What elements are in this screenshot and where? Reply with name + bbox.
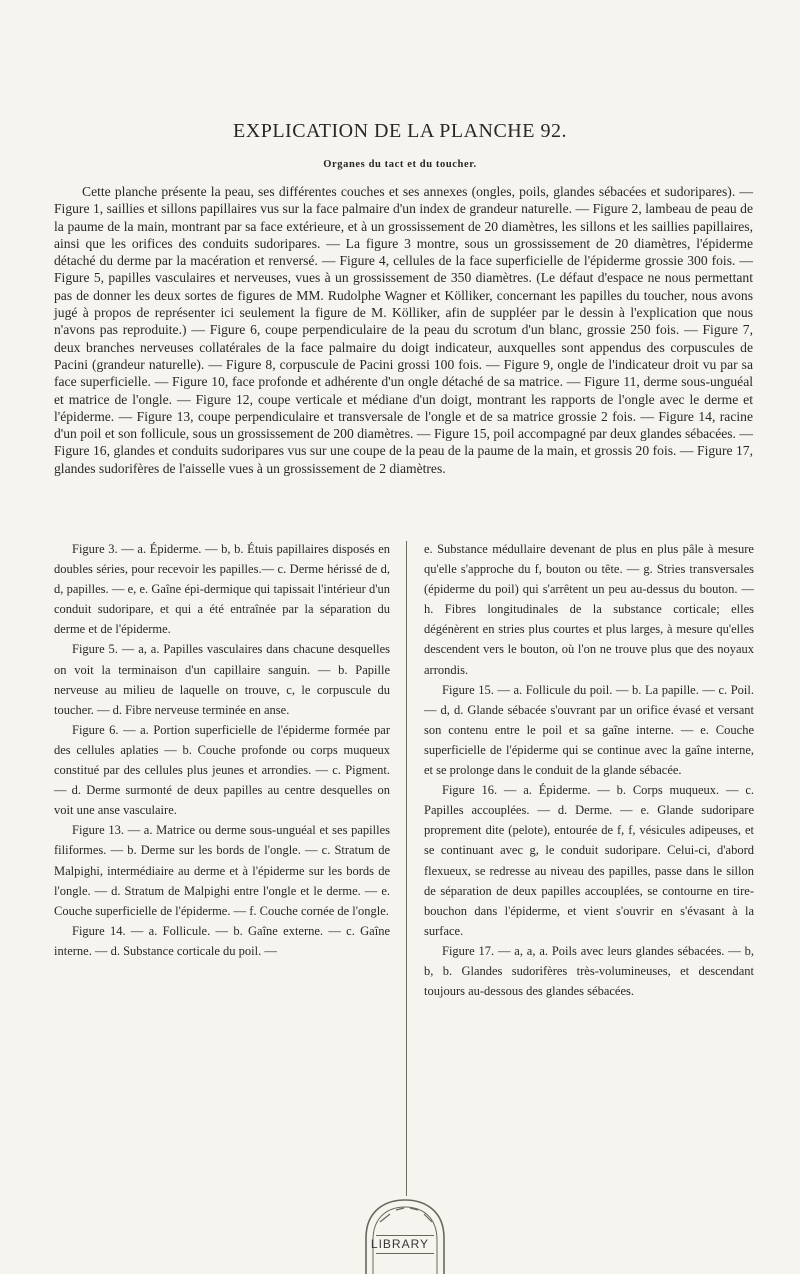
column-divider <box>406 541 407 1196</box>
left-column <box>54 539 390 961</box>
library-stamp-icon <box>346 1196 464 1274</box>
stamp-label: LIBRARY <box>370 1237 430 1251</box>
figure-14-legend: Figure 14. — a. Follicule. — b. Gaîne externe. — c. Gaîne interne. — d. Substance corticale du poil. — <box>54 923 390 958</box>
figure-14-legend-continued: e. Substance médullaire devenant de plus en plus pâle à mesure qu'elle s'approche du f, bouton ou tête. — g. Stries transversales (épiderme du poil) qui s'arrêtent un peu au-dessus du bouton. — h. Fibres longitudinales de la substance corticale; elles dégénèrent en stries plus courtes et plus larges, à mesure qu'elles descendent vers le bouton, où l'on ne trouve plus que des noyaux arrondis. <box>424 542 754 677</box>
figure-16-legend: Figure 16. — a. Épiderme. — b. Corps muqueux. — c. Papilles accouplées. — d. Derme. — e. Glande sudoripare proprement dite (pelote), entourée de f, f, vésicules adipeuses, et se continuant avec g, le conduit sudoripare. Celui-ci, d'abord flexueux, se redresse au niveau des papilles, passe dans le sillon de séparation de deux papilles accouplées, se contourne en tire-bouchon dans l'épiderme, et vient s'ouvrir en s'évasant à la surface. <box>424 783 754 938</box>
figure-6-legend: Figure 6. — a. Portion superficielle de l'épiderme formée par des cellules aplaties — b. Couche profonde ou corps muqueux constitué par des cellules plus jeunes et arrondies. — c. Pigment. — d. Derme surmonté de deux papilles au centre desquelles on voit une anse vasculaire. <box>54 722 390 818</box>
page-title: EXPLICATION DE LA PLANCHE 92. <box>233 120 567 142</box>
figure-13-legend: Figure 13. — a. Matrice ou derme sous-unguéal et ses papilles filiformes. — b. Derme sur les bords de l'ongle. — c. Stratum de Malpighi, intermédiaire au derme et à l'épiderme sur les bords de l'ongle. — d. Stratum de Malpighi entre l'ongle et le derme. — e. Couche superficielle de l'épiderme. — f. Couche cornée de l'ongle. <box>54 823 390 918</box>
figure-3-legend: Figure 3. — a. Épiderme. — b, b. Étuis papillaires disposés en doubles séries, pour recevoir les papilles.— c. Derme hérissé de d, d, papilles. — e, e. Gaîne épi-dermique qui tapissait l'intérieur d'un conduit sudoripare, et qui a été entraînée par la séparation du derme et de l'épiderme. <box>54 542 390 637</box>
figure-17-legend: Figure 17. — a, a, a. Poils avec leurs glandes sébacées. — b, b, b. Glandes sudorifères très-volumineuses, et descendant toujours au-dessous des glandes sébacées. <box>424 943 754 999</box>
intro-paragraph: Cette planche présente la peau, ses différentes couches et ses annexes (ongles, poils, glandes sébacées et sudoripares). — Figure 1, saillies et sillons papillaires vus sur la face palmaire d'un index de grandeur naturelle. — Figure 2, lambeau de peau de la paume de la main, montrant par sa face extérieure, et à un grossissement de 20 diamètres, les sillons et les saillies papillaires, ainsi que les orifices des conduits sudoripares. — La figure 3 montre, sous un grossissement de 20 diamètres, l'épiderme détaché du derme par la macération et renversé. — Figure 4, cellules de la face superficielle de l'épiderme grossie 300 fois. — Figure 5, papilles vasculaires et nerveuses, vues à un grossissement de 350 diamètres. (Le défaut d'espace ne nous permettant pas de donner les deux sortes de figures de MM. Rudolphe Wagner et Kölliker, concernant les papilles du toucher, nous avons jugé à propos de représenter ici seulement la figure de M. Kölliker, afin de suppléer par le dessin à l'explication que nous n'avons pas reproduite.) — Figure 6, coupe perpendiculaire de la peau du scrotum d'un blanc, grossie 250 fois. — Figure 7, deux branches nerveuses collatérales de la face palmaire du doigt indicateur, auxquelles sont appendus des corpuscules de Pacini (grandeur naturelle). — Figure 8, corpuscule de Pacini grossi 100 fois. — Figure 9, ongle de l'indicateur droit vu par sa face superficielle. — Figure 10, face profonde et adhérente d'un ongle détaché de sa matrice. — Figure 11, derme sous-unguéal et matrice de l'ongle. — Figure 12, coupe verticale et médiane d'un doigt, montrant les rapports de l'ongle avec le derme et l'épiderme. — Figure 13, coupe perpendiculaire et transversale de l'ongle et de sa matrice grossie 2 fois. — Figure 14, racine d'un poil et son follicule, sous un grossissement de 200 diamètres. — Figure 15, poil accompagné par deux glandes sébacées. — Figure 16, glandes et conduits sudoripares vus sur une coupe de la peau de la paume de la main, et grossis 20 fois. — Figure 17, glandes sudorifères de l'aisselle vues à un grossissement de 2 diamètres. <box>54 184 753 476</box>
right-column <box>424 539 754 1001</box>
figure-5-legend: Figure 5. — a, a. Papilles vasculaires dans chacune desquelles on voit la terminaison d'un capillaire sanguin. — b. Papille nerveuse au milieu de laquelle on trouve, c, le corpuscule du toucher. — d. Fibre nerveuse terminée en anse. <box>54 642 390 717</box>
figure-15-legend: Figure 15. — a. Follicule du poil. — b. La papille. — c. Poil. — d, d. Glande sébacée s'ouvrant par un orifice évasé et versant son contenu entre le poil et sa gaîne interne. — e. Couche superficielle de l'épiderme qui se continue avec la gaîne interne, et se prolonge dans le conduit de la glande sébacée. <box>424 682 754 778</box>
page-subtitle: Organes du tact et du toucher. <box>323 159 477 170</box>
